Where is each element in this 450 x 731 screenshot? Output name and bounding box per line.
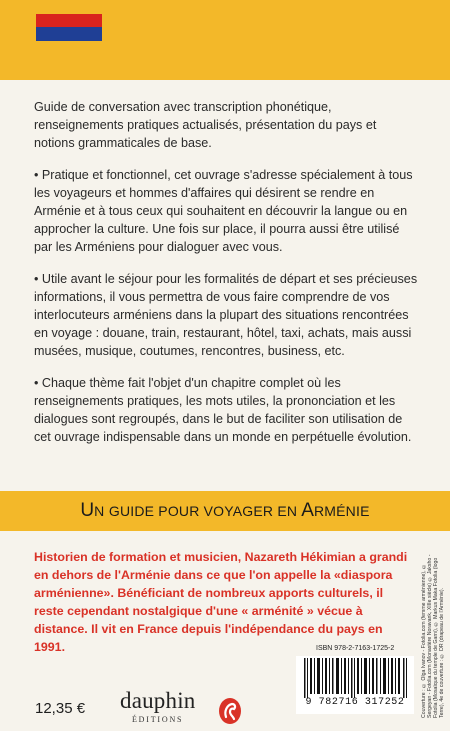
- dolphin-logo-icon: [218, 697, 242, 725]
- armenian-flag-icon: [36, 14, 102, 54]
- flag-stripe-orange: [36, 41, 102, 54]
- publisher-brand: [120, 688, 196, 724]
- isbn-label: ISBN 978-2-7163-1725-2: [316, 645, 395, 652]
- guide-heading: UN GUIDE POUR VOYAGER EN ARMÉNIE: [80, 500, 370, 521]
- publisher-sub: ÉDITIONS: [132, 715, 184, 724]
- practical-paragraph: • Pratique et fonctionnel, cet ouvrage s'adresse spécialement à tous les voyageurs et hommes d'affaires qui désirent se rendre en Arménie et à tous ceux qui souhaitent en découvrir la langue ou en approcher la culture. Une fois sur place, il pourra aussi être utilisé par les Arméniens pour dialoguer avec vous.: [34, 167, 413, 255]
- publisher-name: dauphin: [120, 688, 196, 713]
- flag-stripe-red: [36, 14, 102, 27]
- photo-credits: Couverture : © Olga Ivanov - Fotolia.com (femme arménienne), © Sergeyan - Fotolia.com (Monastère Noravank, XIIIe siècle) © Jaksho - Fotolia (Mosaïque du temple de Garni), © Markus Maka Fotolia (logo Terre), 4e de couverture : © DR (drapeau de l'Arménie).: [421, 554, 445, 718]
- themes-paragraph: • Chaque thème fait l'objet d'un chapitre complet où les renseignements pratiques, les mots utiles, la prononciation et les dialogues sont regroupés, dans le but de faciliter son utilisation de cet ouvrage indispensable dans un monde en perpétuelle évolution.: [34, 375, 412, 445]
- intro-paragraph: Guide de conversation avec transcription phonétique, renseignements pratiques actualisés, présentation du pays et notions grammaticales de base.: [34, 100, 377, 151]
- description: [34, 98, 419, 459]
- barcode-digits: 9 782716 317252: [305, 697, 405, 708]
- useful-paragraph: • Utile avant le séjour pour les formalités de départ et ses précieuses informations, il vous permettra de vous faire comprendre de vos interlocuteurs arméniens dans la plupart des situations rencontrées en voyage : douane, train, restaurant, hôtel, taxi, achats, mais aussi musées, musique, coutumes, rencontres, business, etc.: [34, 271, 418, 359]
- price: 12,35 €: [35, 700, 86, 717]
- flag-stripe-blue: [36, 27, 102, 40]
- barcode-icon: [304, 658, 408, 698]
- author-bio: Historien de formation et musicien, Nazareth Hékimian a grandi en dehors de l'Arménie dans ce que l'on appelle la «diaspora arménienne». Bénéficiant de nombreux apports culturels, il reste cependant nostalgique d'une « arménité » vécue à distance. Il vit en France depuis l'indépendance du pays en 1991.: [34, 550, 408, 654]
